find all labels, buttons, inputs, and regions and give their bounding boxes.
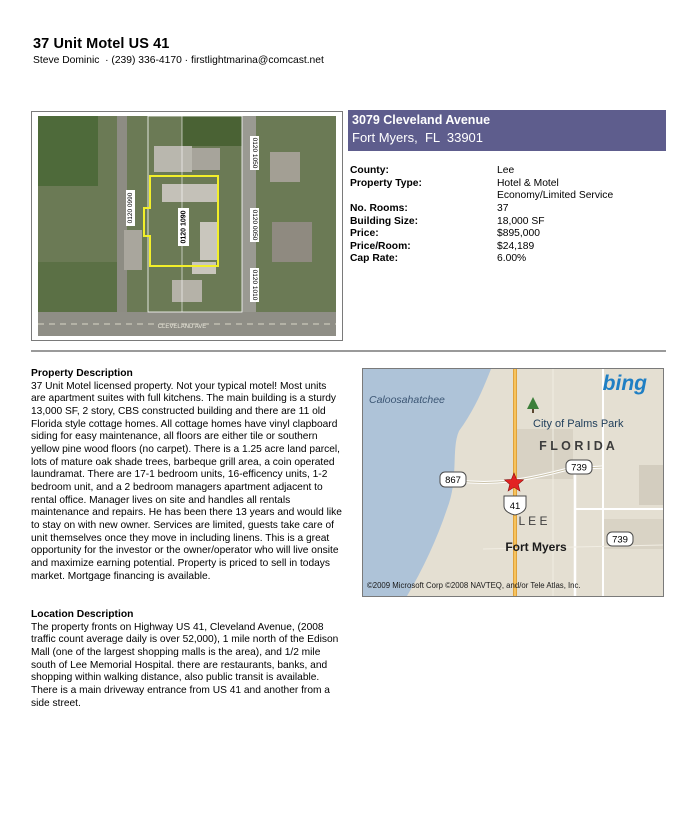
road-shield-41 [504, 496, 526, 515]
map-label-river: Caloosahatchee [369, 394, 445, 406]
aerial-building [124, 230, 142, 270]
fact-value: $895,000 [497, 228, 540, 240]
svg-text:0120 1090: 0120 1090 [180, 210, 188, 244]
parcel-id-label [250, 136, 259, 170]
map-label-park: City of Palms Park [533, 418, 624, 430]
aerial-building [192, 262, 216, 274]
listing-title: 37 Unit Motel US 41 [33, 36, 170, 52]
fact-label: County: [350, 165, 389, 176]
location-description [31, 609, 343, 710]
location-description-body: The property fronts on Highway US 41, Cleveland Avenue, (2008 traffic count average daily is over 52,000), 1 mile north of the Edison Mall (one of the largest shopping malls is the area), and 1/2 mile south of Lee Memorial Hospital. there are restaurants, banks, and shopping within walking distance, also public transit is available. There is a main driveway entrance from US 41 and another from a side street. [31, 621, 339, 709]
fact-label: Building Size: [350, 215, 419, 227]
svg-text:739: 739 [571, 462, 587, 474]
property-description-heading: Property Description [31, 368, 133, 379]
fact-label: Price/Room: [350, 240, 411, 252]
property-description-body: 37 Unit Motel licensed property. Not your typical motel! Most units are apartment suites with full kitchens. The main building is a sturdy 13,000 SF, 2 story, CBS constructed building and there are 11 old Florida style cottage homes. All cottage homes have vinyl clapboard siding for easy maintenance, all floors are either tile or southern yellow pine wood floors (no carpet). There is a 1.25 acre land parcel, lots of mature oak shade trees, barbeque grill area, a coin operated laundramat. There are 17-1 bedroom units, 16-efficency units, 1-2 bedroom unit, and a 2 bedroom managers apartment adjacent to rental office. Manager lives on site and handles all rentals maintenance and repairs. He has been there 13 years and would like to stay on with new owner. Services are limited, guests take care of unit themselves once they move in including linens. This is a great opportunity for the investor or the owner/operator who will live onsite and maximize earning potential. Property is priced to sell in todays market. Mortgage financing is available. [31, 380, 342, 582]
fact-value: $24,189 [497, 240, 535, 252]
parcel-id-label [178, 208, 189, 246]
fact-label: Cap Rate: [350, 253, 399, 265]
section-divider [31, 350, 666, 352]
aerial-building [154, 146, 192, 172]
map-image [363, 369, 663, 596]
svg-text:41: 41 [509, 501, 521, 512]
property-description [31, 368, 343, 583]
fact-label: Price: [350, 228, 379, 240]
map-label-city: Fort Myers [505, 540, 567, 554]
aerial-building [172, 280, 202, 302]
road-shield-739 [607, 532, 633, 546]
contact-line: Steve Dominic · (239) 336-4170 · firstlightmarina@comcast.net [33, 55, 324, 66]
bing-logo: bing [602, 372, 647, 395]
fact-value: 18,000 SF [497, 215, 545, 227]
aerial-trees [38, 116, 98, 186]
parcel-id-label [250, 208, 259, 242]
svg-text:0120 0050: 0120 0050 [250, 209, 258, 241]
map-label-state: F L O R I D A [539, 439, 615, 453]
aerial-building [270, 152, 300, 182]
aerial-building [192, 148, 220, 170]
svg-text:0120 1010: 0120 1010 [250, 269, 258, 301]
parcel-id-label [126, 190, 135, 226]
svg-text:867: 867 [445, 475, 461, 486]
address-banner [348, 110, 666, 151]
road-shield-867 [440, 472, 466, 487]
fact-value: Economy/Limited Service [497, 190, 614, 202]
address-city-line: Fort Myers, FL 33901 [352, 130, 484, 145]
road-shield-739 [566, 460, 592, 474]
location-map [362, 368, 664, 597]
location-description-heading: Location Description [31, 609, 134, 620]
aerial-photo [31, 111, 343, 341]
fact-value: 6.00% [497, 253, 527, 265]
aerial-building [200, 222, 218, 260]
address-street: 3079 Cleveland Avenue [352, 113, 491, 127]
aerial-road [117, 116, 127, 316]
fact-label: Property Type: [350, 177, 422, 189]
fact-value: 37 [497, 203, 509, 214]
svg-text:0120 1050: 0120 1050 [250, 137, 258, 169]
map-copyright: ©2009 Microsoft Corp ©2008 NAVTEQ, and/or Tele Atlas, Inc. [367, 581, 581, 590]
fact-value: Lee [497, 165, 515, 176]
fact-value: Hotel & Motel [497, 177, 559, 189]
aerial-building [162, 184, 218, 202]
parcel-id-label [250, 268, 259, 302]
aerial-building [272, 222, 312, 262]
aerial-street-label: CLEVELAND AVE [157, 324, 207, 330]
aerial-trees [182, 116, 252, 146]
aerial-photo-image [32, 112, 342, 340]
map-urban-area [639, 465, 663, 505]
svg-text:0120 0990: 0120 0990 [127, 192, 135, 224]
map-label-county: L E E [518, 514, 548, 528]
fact-label: No. Rooms: [350, 203, 408, 214]
svg-text:739: 739 [612, 534, 628, 546]
aerial-trees [38, 262, 118, 312]
